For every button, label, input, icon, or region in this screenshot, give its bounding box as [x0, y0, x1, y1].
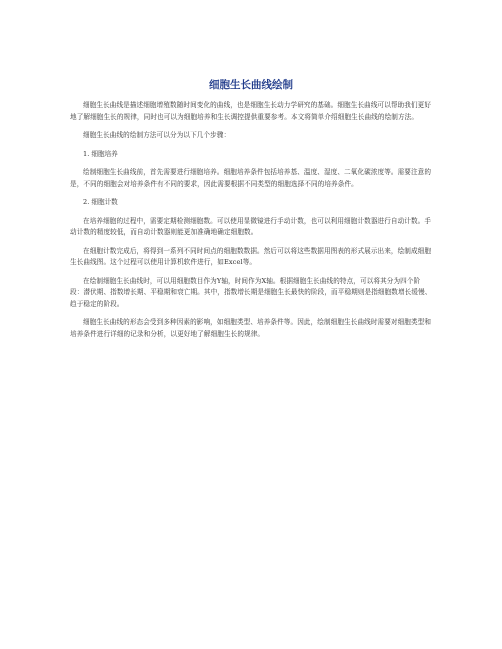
- conclusion-paragraph: 细胞生长曲线的形态会受到多种因素的影响，如细胞类型、培养条件等。因此，绘制细胞生长曲线时需要对细胞类型和培养条件进行详细的记录和分析，以更好地了解细胞生长的规律。: [70, 318, 432, 338]
- growth-phases-paragraph: 在绘制细胞生长曲线时，可以用细胞数目作为Y轴，时间作为X轴。根据细胞生长曲线的特点，可以将其分为四个阶段：潜伏期、指数增长期、平稳期和衰亡期。其中，指数增长期是细胞生长最快的阶段，而平稳期则是指细胞数增长缓慢、趋于稳定的阶段。: [70, 276, 432, 308]
- cell-culture-paragraph: 绘制细胞生长曲线前，首先需要进行细胞培养。细胞培养条件包括培养基、温度、湿度、二氧化碳浓度等。需要注意的是，不同的细胞会对培养条件有不同的要求，因此需要根据不同类型的细胞选择不同的培养条件。: [70, 168, 432, 188]
- steps-intro-paragraph: 细胞生长曲线的绘制方法可以分为以下几个步骤：: [83, 131, 231, 139]
- step-heading-cell-culture: 1. 细胞培养: [83, 149, 118, 158]
- intro-paragraph: 细胞生长曲线是描述细胞增殖数随时间变化的曲线，也是细胞生长动力学研究的基础。细胞生长曲线可以帮助我们更好地了解细胞生长的规律，同时也可以为细胞培养和生长调控提供重要参考。本文将简单介绍细胞生长曲线的绘制方法。: [70, 101, 432, 121]
- document-body: [70, 78, 432, 347]
- document-title: 细胞生长曲线绘制: [209, 79, 293, 91]
- data-charting-paragraph: 在细胞计数完成后，将得到一系列不同时间点的细胞数数据。然后可以将这些数据用图表的形式展示出来，绘制成细胞生长曲线图。这个过程可以使用计算机软件进行，如Excel等。: [70, 246, 432, 266]
- step-heading-cell-counting: 2. 细胞计数: [83, 198, 118, 206]
- cell-counting-paragraph: 在培养细胞的过程中，需要定期检测细胞数。可以使用显微镜进行手动计数，也可以利用细胞计数器进行自动计数。手动计数的精度较低，而自动计数器则能更加准确地确定细胞数。: [70, 216, 432, 236]
